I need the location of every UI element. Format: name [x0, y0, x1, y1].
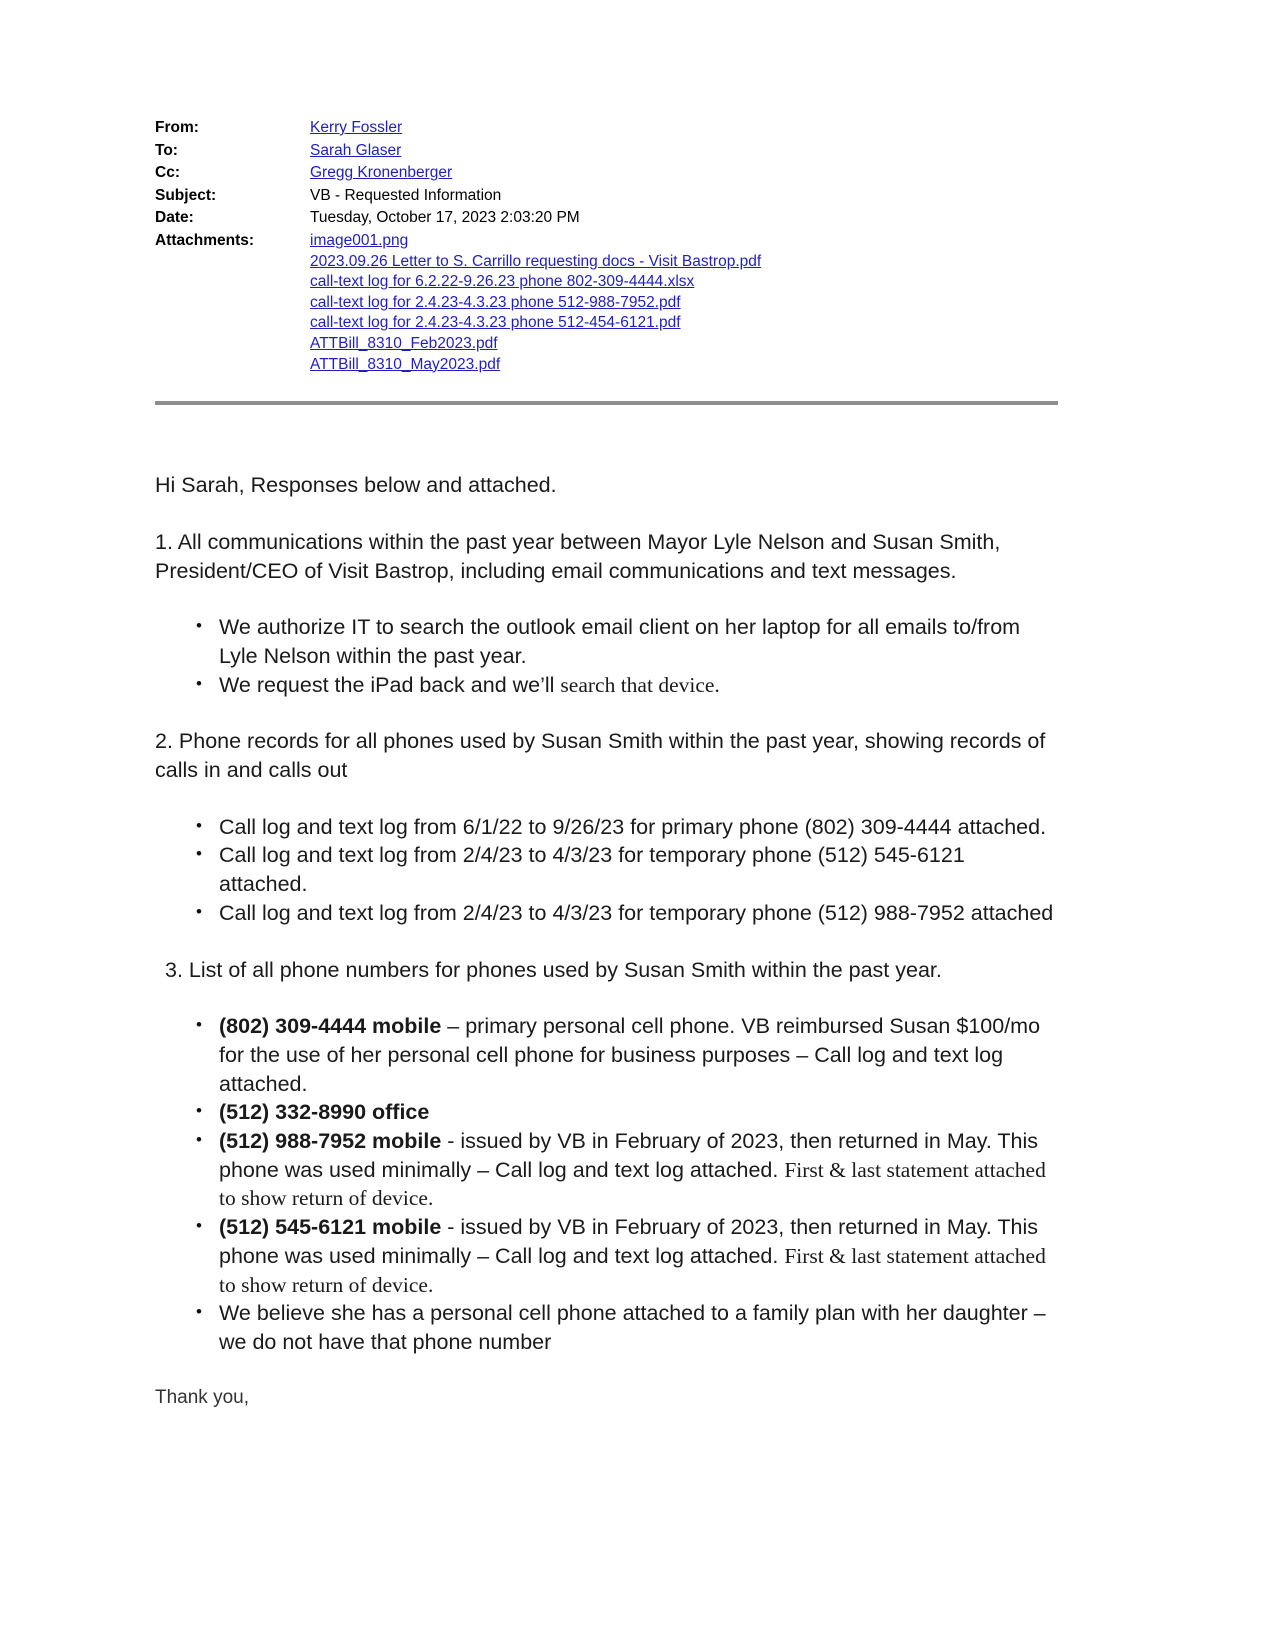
header-label-subject: Subject:: [155, 186, 217, 204]
email-header: [155, 118, 761, 377]
phone-number-bold: (512) 988-7952 mobile: [219, 1129, 442, 1154]
header-row-cc: [155, 163, 761, 186]
header-value-from: [310, 118, 761, 141]
request-item-2: 2. Phone records for all phones used by Susan Smith within the past year, showing records of calls in and calls out: [155, 729, 1046, 783]
attachment-item[interactable]: image001.png: [310, 231, 409, 249]
list-item: • Call log and text log from 2/4/23 to 4/3/23 for temporary phone (512) 545-6121 attached.: [219, 841, 1055, 898]
attachment-item[interactable]: ATTBill_8310_May2023.pdf: [310, 355, 501, 373]
cc-link[interactable]: Gregg Kronenberger: [310, 164, 453, 182]
attachment-list: [310, 231, 761, 375]
list-item-text: - issued by VB in February of 2023, then returned in May. This phone was used minimally – Call log and text log attached.: [219, 1129, 1039, 1182]
header-value-date: Tuesday, October 17, 2023 2:03:20 PM: [310, 209, 580, 227]
list-item-text: We believe she has a personal cell phone attached to a family plan with her daughter – we do not have that phone number: [219, 1301, 1046, 1354]
list-item-text: - issued by VB in February of 2023, then returned in May. This phone was used minimally – Call log and text log attached.: [219, 1215, 1039, 1268]
attachment-item[interactable]: call-text log for 2.4.23-4.3.23 phone 512-988-7952.pdf: [310, 293, 681, 311]
list-item-text: We request the iPad back and we’ll: [219, 672, 561, 697]
from-link[interactable]: Kerry Fossler: [310, 119, 403, 136]
header-value-attachments: [310, 231, 761, 377]
email-body: [155, 471, 1055, 1411]
header-value-cc: [310, 163, 761, 186]
closing-line: Thank you,: [155, 1386, 249, 1408]
attachment-item[interactable]: ATTBill_8310_Feb2023.pdf: [310, 334, 498, 352]
header-value-subject: VB - Requested Information: [310, 186, 502, 204]
list-item: • Call log and text log from 6/1/22 to 9/26/23 for primary phone (802) 309-4444 attached.: [219, 813, 1055, 842]
header-row-from: [155, 118, 761, 141]
header-row-to: [155, 141, 761, 164]
attachment-item[interactable]: call-text log for 2.4.23-4.3.23 phone 512-454-6121.pdf: [310, 314, 681, 332]
header-row-subject: [155, 186, 761, 209]
attachment-item[interactable]: 2023.09.26 Letter to S. Carrillo requesting docs - Visit Bastrop.pdf: [310, 252, 762, 270]
header-label-from: From:: [155, 119, 199, 136]
phone-number-bold: (512) 332-8990 office: [219, 1100, 430, 1125]
list-item: • We authorize IT to search the outlook email client on her laptop for all emails to/from Lyle Nelson within the past year.: [219, 613, 1055, 670]
list-item: [219, 1213, 1055, 1299]
request-item-1: 1. All communications within the past year between Mayor Lyle Nelson and Susan Smith, President/CEO of Visit Bastrop, including email communications and text messages.: [155, 529, 1001, 583]
item-3-bullets: [155, 1012, 1055, 1356]
header-row-attachments: [155, 231, 761, 377]
header-row-date: [155, 208, 761, 231]
list-item: • Call log and text log from 2/4/23 to 4/3/23 for temporary phone (512) 988-7952 attached: [219, 899, 1055, 928]
header-label-cc: Cc:: [155, 164, 180, 182]
header-label-attachments: Attachments:: [155, 231, 255, 249]
list-item-text: – primary personal cell phone. VB reimbursed Susan $100/mo for the use of her personal cell phone for business purposes – Call log and text log attached.: [219, 1014, 1041, 1096]
list-item: [219, 1012, 1055, 1098]
list-item-text-alt: search that device.: [560, 672, 720, 697]
list-item: [219, 671, 1055, 700]
item-2-bullets: [155, 813, 1055, 928]
list-item-text-alt: First & last statement attached to show return of device.: [219, 1243, 1046, 1297]
list-item: [219, 1127, 1055, 1213]
request-item-3: 3. List of all phone numbers for phones used by Susan Smith within the past year.: [165, 957, 942, 982]
list-item-text-alt: First & last statement attached to show return of device.: [219, 1157, 1046, 1211]
to-link[interactable]: Sarah Glaser: [310, 141, 402, 159]
phone-number-bold: (512) 545-6121 mobile: [219, 1215, 442, 1240]
phone-number-bold: (802) 309-4444 mobile: [219, 1014, 442, 1039]
header-label-to: To:: [155, 141, 178, 159]
header-value-to: [310, 141, 761, 164]
greeting-paragraph: Hi Sarah, Responses below and attached.: [155, 473, 557, 498]
list-item: [219, 1098, 1055, 1127]
item-1-bullets: [155, 613, 1055, 699]
attachment-item[interactable]: call-text log for 6.2.22-9.26.23 phone 802-309-4444.xlsx: [310, 273, 695, 291]
list-item: [219, 1299, 1055, 1356]
header-divider: [155, 401, 1058, 405]
header-label-date: Date:: [155, 209, 194, 227]
